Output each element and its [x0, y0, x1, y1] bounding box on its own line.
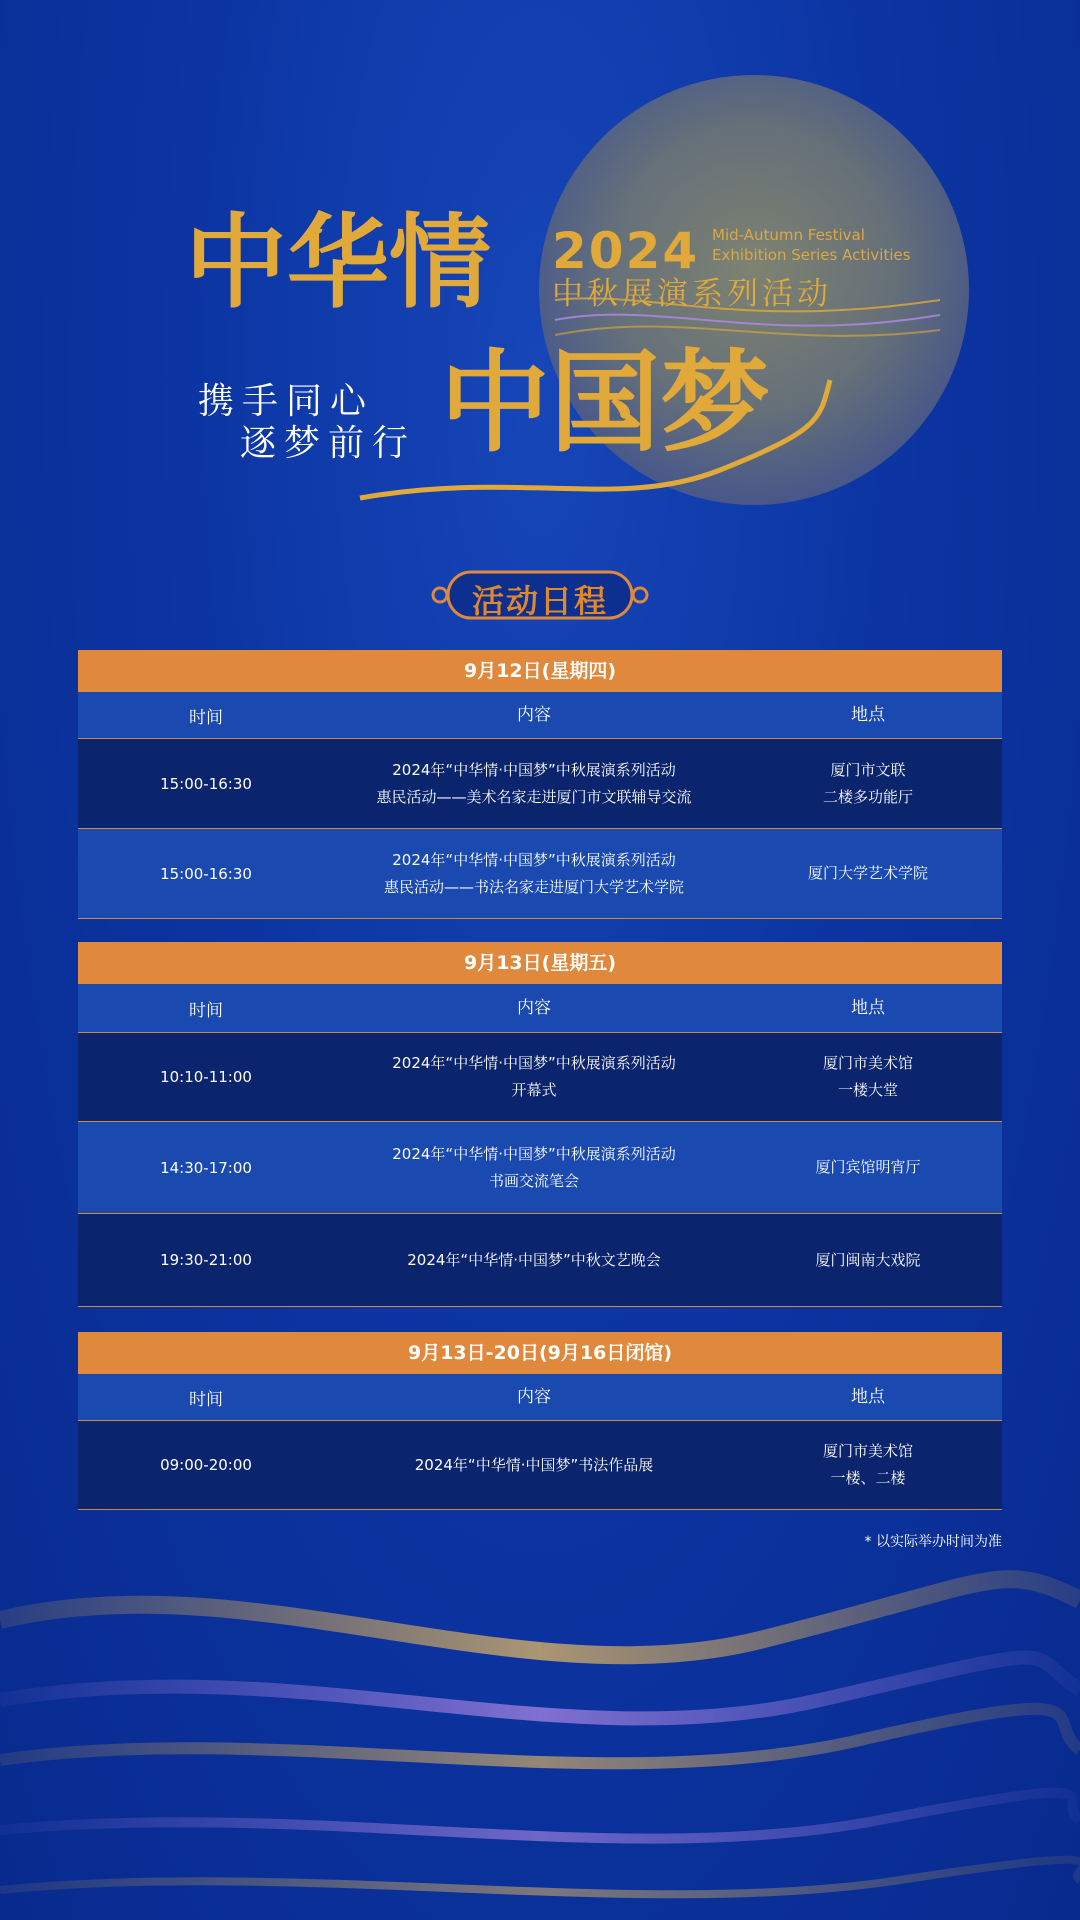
row-place-line2: 一楼、二楼	[830, 1469, 906, 1487]
column-header-row	[78, 984, 1002, 1033]
column-place: 地点	[851, 704, 885, 725]
row-content-line2: 书画交流笔会	[488, 1171, 579, 1190]
row-place-line2: 二楼多功能厅	[822, 787, 913, 806]
table-row	[78, 1033, 1002, 1122]
row-place-line1: 厦门闽南大戏院	[815, 1250, 921, 1269]
column-header-row	[78, 692, 1002, 739]
row-place	[734, 1438, 1002, 1492]
row-content-line1: 2024年“中华情·中国梦”中秋展演系列活动	[392, 1144, 676, 1163]
row-content-line2: 开幕式	[511, 1081, 557, 1099]
row-content-line1: 2024年“中华情·中国梦”中秋展演系列活动	[392, 760, 676, 779]
row-content-line1: 2024年“中华情·中国梦”中秋文艺晚会	[407, 1250, 661, 1269]
row-content-line1: 2024年“中华情·中国梦”中秋展演系列活动	[392, 850, 676, 869]
row-content	[334, 1050, 734, 1104]
column-header-row	[78, 1374, 1002, 1421]
table-row	[78, 1214, 1002, 1307]
english-title-line2: Exhibition Series Activities	[712, 246, 911, 264]
row-place-line1: 厦门宾馆明宵厅	[815, 1158, 921, 1176]
row-place-line1: 厦门市美术馆	[822, 1442, 913, 1460]
slogan-line1: 携手同心	[198, 381, 375, 422]
column-time: 时间	[189, 1389, 223, 1410]
table-row	[78, 829, 1002, 919]
section-date: 9月12日(星期四)	[78, 650, 1002, 692]
column-content: 内容	[517, 704, 551, 725]
title-line2: 中国梦	[440, 338, 770, 467]
row-content-line2: 惠民活动——美术名家走进厦门市文联辅导交流	[376, 787, 692, 806]
footnote: * 以实际举办时间为准	[864, 1534, 1002, 1550]
row-place-line2: 一楼大堂	[837, 1081, 898, 1099]
table-row	[78, 1122, 1002, 1214]
table-row	[78, 1421, 1002, 1510]
table-row	[78, 739, 1002, 829]
row-time: 15:00-16:30	[160, 774, 252, 793]
row-content	[334, 1452, 734, 1479]
row-time: 10:10-11:00	[160, 1068, 252, 1086]
column-content: 内容	[517, 1386, 551, 1407]
row-place	[734, 757, 1002, 811]
row-place-line1: 厦门市文联	[830, 760, 906, 779]
wave	[0, 1793, 1080, 1839]
row-content	[334, 1141, 734, 1195]
wave	[0, 1579, 1080, 1655]
row-place-line1: 厦门市美术馆	[822, 1054, 913, 1072]
row-time: 14:30-17:00	[160, 1158, 252, 1177]
row-place	[734, 1247, 1002, 1274]
series-title: 中秋展演系列活动	[552, 276, 832, 312]
wave	[0, 1860, 1080, 1894]
row-content	[334, 1247, 734, 1274]
row-place	[734, 1050, 1002, 1104]
column-time: 时间	[189, 707, 223, 728]
row-content-line1: 2024年“中华情·中国梦”中秋展演系列活动	[392, 1054, 676, 1072]
row-place	[734, 860, 1002, 887]
row-place	[734, 1154, 1002, 1181]
english-title-line1: Mid-Autumn Festival	[712, 226, 865, 244]
row-time: 15:00-16:30	[160, 864, 252, 883]
schedule-section	[78, 942, 1002, 1307]
column-time: 时间	[189, 1000, 223, 1021]
schedule-badge-label: 活动日程	[471, 582, 608, 620]
section-date: 9月13日-20日(9月16日闭馆)	[78, 1332, 1002, 1374]
schedule-section	[78, 650, 1002, 919]
column-place: 地点	[851, 1386, 885, 1407]
row-content-line2: 惠民活动——书法名家走进厦门大学艺术学院	[383, 877, 684, 896]
schedule-section	[78, 1332, 1002, 1510]
row-time: 09:00-20:00	[160, 1456, 252, 1474]
row-content	[334, 757, 734, 811]
column-content: 内容	[517, 997, 551, 1018]
title-line1: 中华情	[185, 203, 491, 323]
row-content	[334, 847, 734, 901]
row-place-line1: 厦门大学艺术学院	[807, 864, 928, 882]
year-label: 2024	[552, 222, 700, 280]
row-content-line1: 2024年“中华情·中国梦”书法作品展	[414, 1455, 654, 1474]
slogan-line2: 逐梦前行	[240, 423, 417, 464]
section-date: 9月13日(星期五)	[78, 942, 1002, 984]
column-place: 地点	[851, 997, 885, 1018]
wave	[0, 1658, 1080, 1719]
row-time: 19:30-21:00	[160, 1251, 252, 1269]
